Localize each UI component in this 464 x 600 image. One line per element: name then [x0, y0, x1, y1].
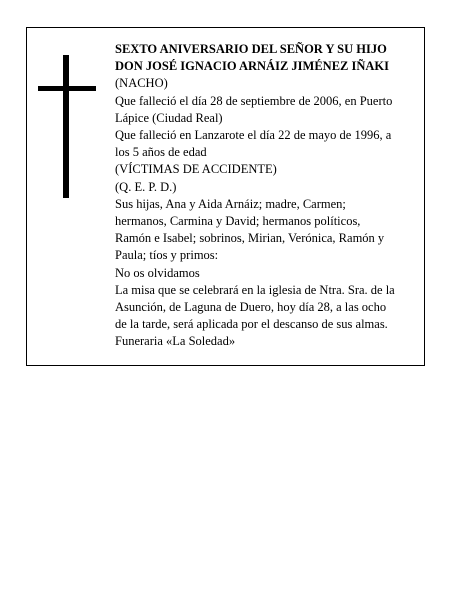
heading-line-2: DON JOSÉ IGNACIO ARNÁIZ JIMÉNEZ IÑAKI	[115, 59, 389, 74]
first-death-line-1: Que falleció el día 28 de septiembre de 2006, en Puerto	[115, 93, 393, 108]
mass-line-2: Asunción, de Laguna de Duero, hoy día 28, a las ocho	[115, 300, 387, 315]
cross-horizontal-bar	[38, 86, 96, 91]
notice-text	[115, 41, 420, 351]
family-line-3: Ramón e Isabel; sobrinos, Mirian, Verónica, Ramón y	[115, 231, 385, 246]
latin-cross-icon	[38, 55, 96, 198]
second-death-line-1: Que falleció en Lanzarote el día 22 de mayo de 1996, a	[115, 128, 392, 143]
qepd-line: (Q. E. P. D.)	[115, 179, 177, 194]
family-line-1: Sus hijas, Ana y Aida Arnáiz; madre, Carmen;	[115, 196, 346, 211]
obituary-notice	[26, 27, 425, 366]
mass-line-3: de la tarde, será aplicada por el descanso de sus almas.	[115, 317, 388, 332]
accident-victims-line: (VÍCTIMAS DE ACCIDENTE)	[115, 162, 277, 177]
second-death-line-2: los 5 años de edad	[115, 145, 207, 160]
heading-line-1: SEXTO ANIVERSARIO DEL SEÑOR Y SU HIJO	[115, 42, 387, 56]
remembrance-line: No os olvidamos	[115, 265, 200, 280]
family-line-2: hermanos, Carmina y David; hermanos políticos,	[115, 214, 361, 229]
funeral-home-line: Funeraria «La Soledad»	[115, 334, 236, 349]
nickname-line: (NACHO)	[115, 76, 168, 91]
first-death-line-2: Lápice (Ciudad Real)	[115, 110, 223, 125]
mass-line-1: La misa que se celebrará en la iglesia de Ntra. Sra. de la	[115, 282, 395, 297]
cross-vertical-bar	[63, 55, 69, 198]
family-line-4: Paula; tíos y primos:	[115, 248, 219, 263]
